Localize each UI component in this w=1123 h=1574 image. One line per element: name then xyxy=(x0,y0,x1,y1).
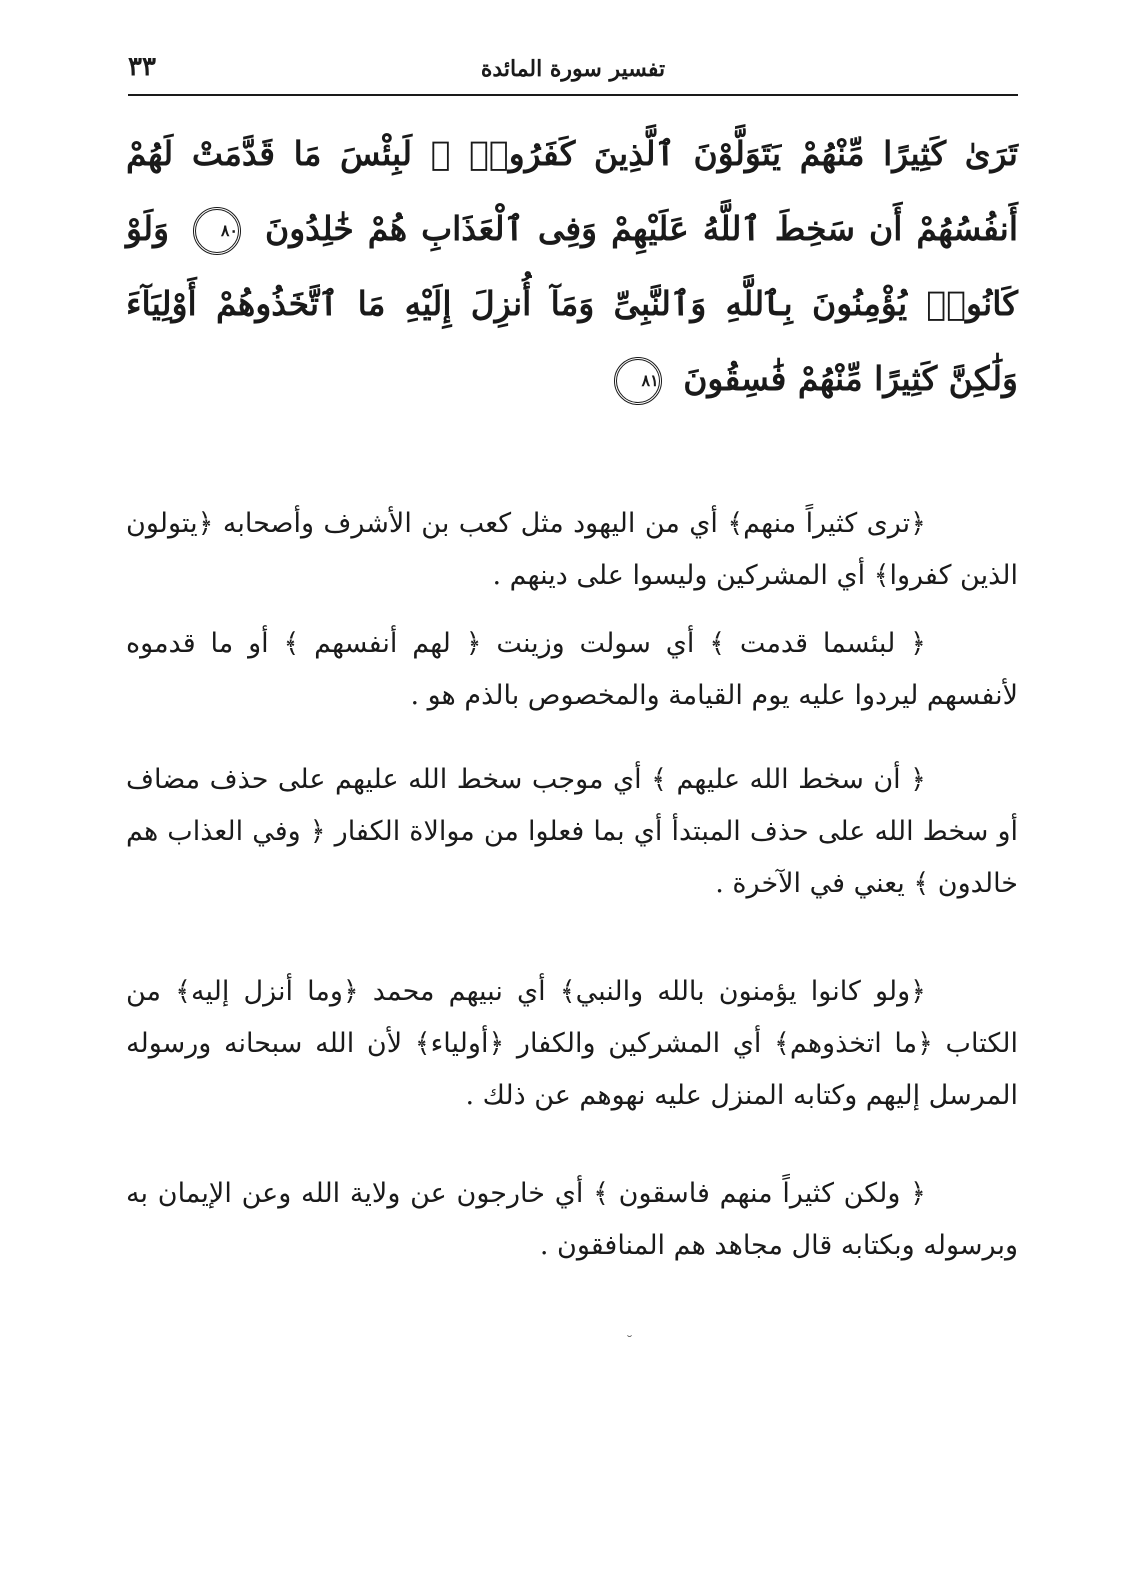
verse-number-marker-80: ٨٠ xyxy=(193,207,241,255)
commentary-paragraph-3 xyxy=(126,754,1018,910)
commentary-paragraph-1 xyxy=(126,498,1018,602)
header-rule xyxy=(128,94,1018,96)
running-title: تفسير سورة المائدة xyxy=(480,56,666,82)
page-number: ٣٣ xyxy=(128,52,156,82)
quran-verses xyxy=(126,116,1018,416)
commentary-paragraph-5 xyxy=(126,1168,1018,1272)
verse-number-marker-81: ٨١ xyxy=(614,357,662,405)
commentary-text-4: ﴿ولو كانوا يؤمنون بالله والنبي﴾ أي نبيهم محمد ﴿وما أنزل إليه﴾ من الكتاب ﴿ما اتخذوهم﴾ أي المشركين والكفار ﴿أولياء﴾ لأن الله سبحانه ورسوله المرسل إليهم وكتابه المنزل عليه نهوهم عن ذلك . xyxy=(126,976,1018,1111)
commentary-text-3: ﴿ أن سخط الله عليهم ﴾ أي موجب سخط الله عليهم على حذف مضاف أو سخط الله على حذف المبتدأ أي بما فعلوا من موالاة الكفار ﴿ وفي العذاب هم خالدون ﴾ يعني في الآخرة . xyxy=(126,764,1018,899)
verse-80-text: تَرَىٰ كَثِيرًا مِّنْهُمْ يَتَوَلَّوْنَ ٱلَّذِينَ كَفَرُوا۟ ۚ لَبِئْسَ مَا قَدَّمَتْ لَهُمْ أَنفُسُهُمْ أَن سَخِطَ ٱللَّهُ عَلَيْهِمْ وَفِى ٱلْعَذَابِ هُمْ خَٰلِدُونَ xyxy=(126,134,1018,248)
verse-81-text: وَلَوْ كَانُوا۟ يُؤْمِنُونَ بِٱللَّهِ وَٱلنَّبِىِّ وَمَآ أُنزِلَ إِلَيْهِ مَا ٱتَّخَذُوهُمْ أَوْلِيَآءَ وَلَٰكِنَّ كَثِيرًا مِّنْهُمْ فَٰسِقُونَ xyxy=(126,209,1018,398)
commentary-text-1: ﴿ترى كثيراً منهم﴾ أي من اليهود مثل كعب بن الأشرف وأصحابه ﴿يتولون الذين كفروا﴾ أي المشركين وليسوا على دينهم . xyxy=(126,508,1018,591)
commentary-text-5: ﴿ ولكن كثيراً منهم فاسقون ﴾ أي خارجون عن ولاية الله وعن الإيمان به وبرسوله وبكتابه قال مجاهد هم المنافقون . xyxy=(126,1178,1018,1261)
commentary-text-2: ﴿ لبئسما قدمت ﴾ أي سولت وزينت ﴿ لهم أنفسهم ﴾ أو ما قدموه لأنفسهم ليردوا عليه يوم القيامة والمخصوص بالذم هو . xyxy=(126,628,1018,711)
commentary-paragraph-2 xyxy=(126,618,1018,722)
page-header xyxy=(128,50,1018,92)
stray-print-mark: ˘ xyxy=(626,1334,633,1350)
commentary-paragraph-4 xyxy=(126,966,1018,1122)
